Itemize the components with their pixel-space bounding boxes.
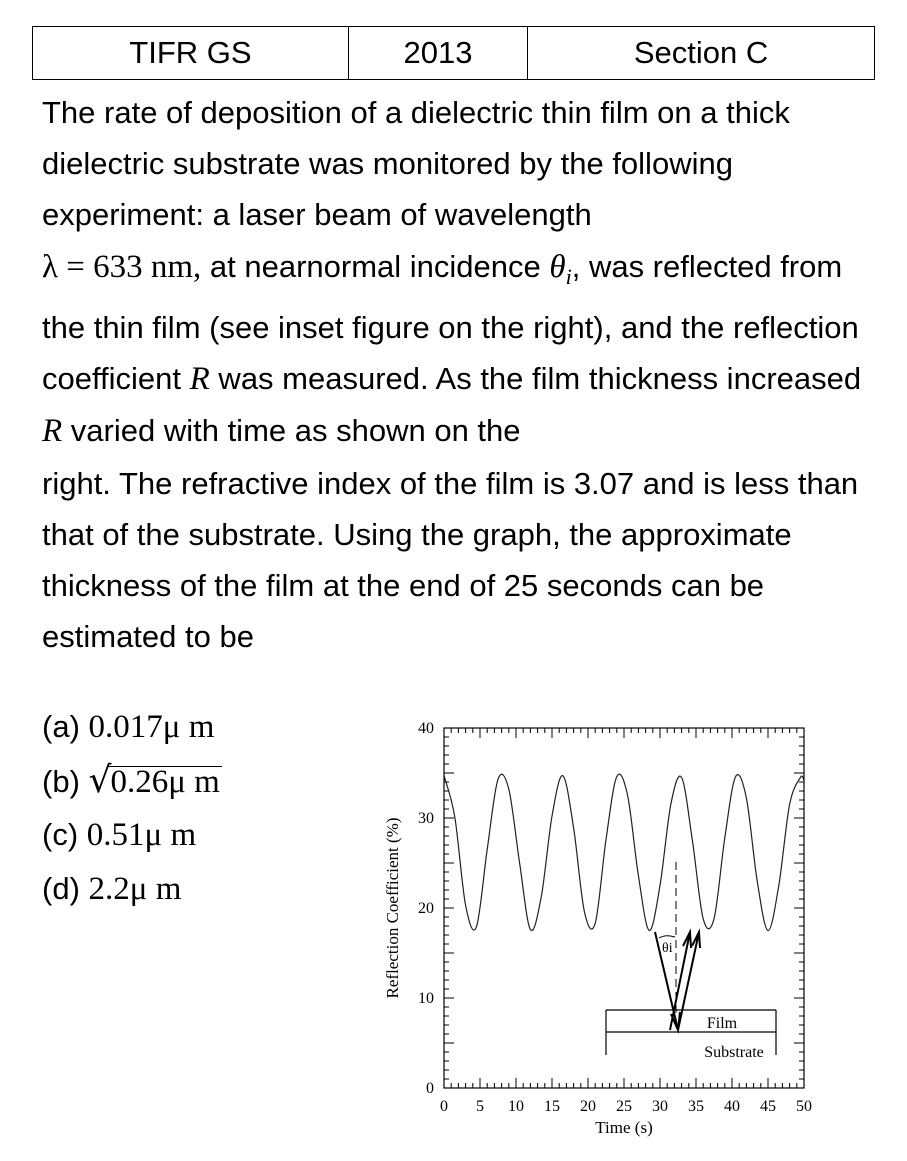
y-tick-label: 20 — [418, 900, 434, 917]
y-tick-label: 30 — [418, 810, 434, 827]
x-tick-label: 45 — [760, 1098, 776, 1115]
theta-subscript: i — [565, 263, 572, 289]
options-list — [42, 700, 222, 916]
header-year: 2013 — [348, 27, 527, 80]
question-part-2: at nearnormal incidence — [201, 248, 550, 284]
x-tick-label: 0 — [440, 1098, 448, 1115]
theta-symbol: θ — [549, 248, 566, 285]
question-part-3: , was reflected from the thin film (see inset figure on the right), and the reflection coefficient — [42, 248, 859, 397]
substrate-label: Substrate — [704, 1044, 764, 1061]
sqrt-icon: √ — [88, 760, 112, 801]
option-c-value: 0.51μ m — [86, 817, 197, 853]
option-c[interactable] — [42, 808, 222, 862]
x-axis-label: Time (s) — [595, 1118, 653, 1137]
option-d-value: 2.2μ m — [88, 871, 182, 907]
wavelength-expression: λ = 633 nm, — [42, 248, 202, 285]
theta-i-label: θi — [662, 941, 673, 956]
option-a[interactable] — [42, 700, 222, 754]
question-part-6: right. The refractive index of the film is 3.07 and is less than that of the substrate. Using the graph, the approximate thickness of the film at the end of 25 seconds can be estimated to be — [42, 465, 859, 655]
x-tick-label: 20 — [580, 1098, 596, 1115]
option-a-label: (a) — [42, 709, 80, 744]
x-tick-label: 50 — [796, 1098, 812, 1115]
header-exam: TIFR GS — [33, 27, 349, 80]
header-section: Section C — [528, 27, 875, 80]
x-tick-label: 35 — [688, 1098, 704, 1115]
reflection-chart — [378, 712, 818, 1157]
x-tick-label: 10 — [508, 1098, 524, 1115]
option-d-label: (d) — [42, 871, 80, 906]
question-part-1: The rate of deposition of a dielectric thin film on a thick dielectric substrate was monitored by the following experiment: a laser beam of wavelength — [42, 95, 790, 233]
question-part-5: varied with time as shown on the — [62, 413, 521, 449]
option-b[interactable] — [42, 754, 222, 808]
x-tick-label: 40 — [724, 1098, 740, 1115]
x-tick-label: 30 — [652, 1098, 668, 1115]
header-table — [32, 26, 875, 80]
film-label: Film — [706, 1015, 738, 1032]
option-d[interactable] — [42, 862, 222, 916]
y-tick-label: 0 — [426, 1080, 434, 1097]
y-tick-label: 10 — [418, 990, 434, 1007]
chart-svg — [378, 712, 818, 1152]
reflected-ray-2 — [678, 932, 699, 1030]
r-symbol-2: R — [42, 413, 63, 450]
question-text — [42, 87, 882, 662]
inset-diagram — [606, 862, 776, 1061]
y-tick-label: 40 — [418, 720, 434, 737]
reflection-curve — [444, 774, 804, 931]
angle-arc — [659, 936, 675, 938]
question-part-4: was measured. As the film thickness increased — [209, 361, 862, 397]
option-b-value: 0.26μ m — [110, 764, 220, 800]
x-tick-label: 15 — [544, 1098, 560, 1115]
option-b-label: (b) — [42, 764, 80, 799]
y-axis-label: Reflection Coefficient (%) — [383, 817, 402, 999]
r-symbol-1: R — [189, 361, 210, 398]
option-c-label: (c) — [42, 817, 79, 852]
option-a-value: 0.017μ m — [88, 709, 215, 745]
x-tick-label: 25 — [616, 1098, 632, 1115]
x-tick-label: 5 — [476, 1098, 484, 1115]
